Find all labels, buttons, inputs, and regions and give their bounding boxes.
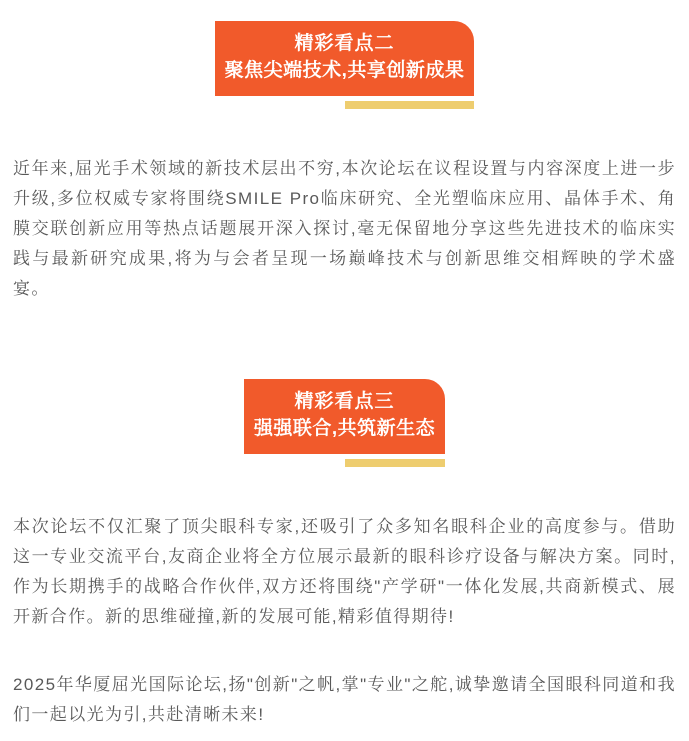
highlight-3-banner-row <box>13 379 676 454</box>
highlight-3-paragraph: 本次论坛不仅汇聚了顶尖眼科专家,还吸引了众多知名眼科企业的高度参与。借助这一专业交流平台,友商企业将全方位展示最新的眼科诊疗设备与解决方案。同时,作为长期携手的战略合作伙伴,双方还将围绕"产学研"一体化发展,共商新模式、展开新合作。新的思维碰撞,新的发展可能,精彩值得期待! <box>13 517 676 626</box>
section-highlight-3 <box>13 379 676 730</box>
highlight-2-badge-subtitle: 聚焦尖端技术,共享创新成果 <box>224 60 465 81</box>
closing-invitation-paragraph: 2025年华厦屈光国际论坛,扬"创新"之帆,掌"专业"之舵,诚挚邀请全国眼科同道和我们一起以光为引,共赴清晰未来! <box>13 675 676 724</box>
highlight-3-badge-subtitle: 强强联合,共筑新生态 <box>253 418 436 439</box>
highlight-3-badge <box>244 379 445 454</box>
highlight-2-badge <box>215 21 475 96</box>
highlight-2-paragraph: 近年来,屈光手术领域的新技术层出不穷,本次论坛在议程设置与内容深度上进一步升级,多位权威专家将围绕SMILE Pro临床研究、全光塑临床应用、晶体手术、角膜交联创新应用等热点话题展开深入探讨,毫无保留地分享这些先进技术的临床实践与最新研究成果,将为与会者呈现一场巅峰技术与创新思维交相辉映的学术盛宴。 <box>13 159 676 298</box>
section-highlight-2 <box>13 0 676 304</box>
highlight-2-banner-row <box>13 0 676 96</box>
highlight-3-badge-title: 精彩看点三 <box>294 391 395 412</box>
highlight-2-badge-title: 精彩看点二 <box>294 33 395 54</box>
